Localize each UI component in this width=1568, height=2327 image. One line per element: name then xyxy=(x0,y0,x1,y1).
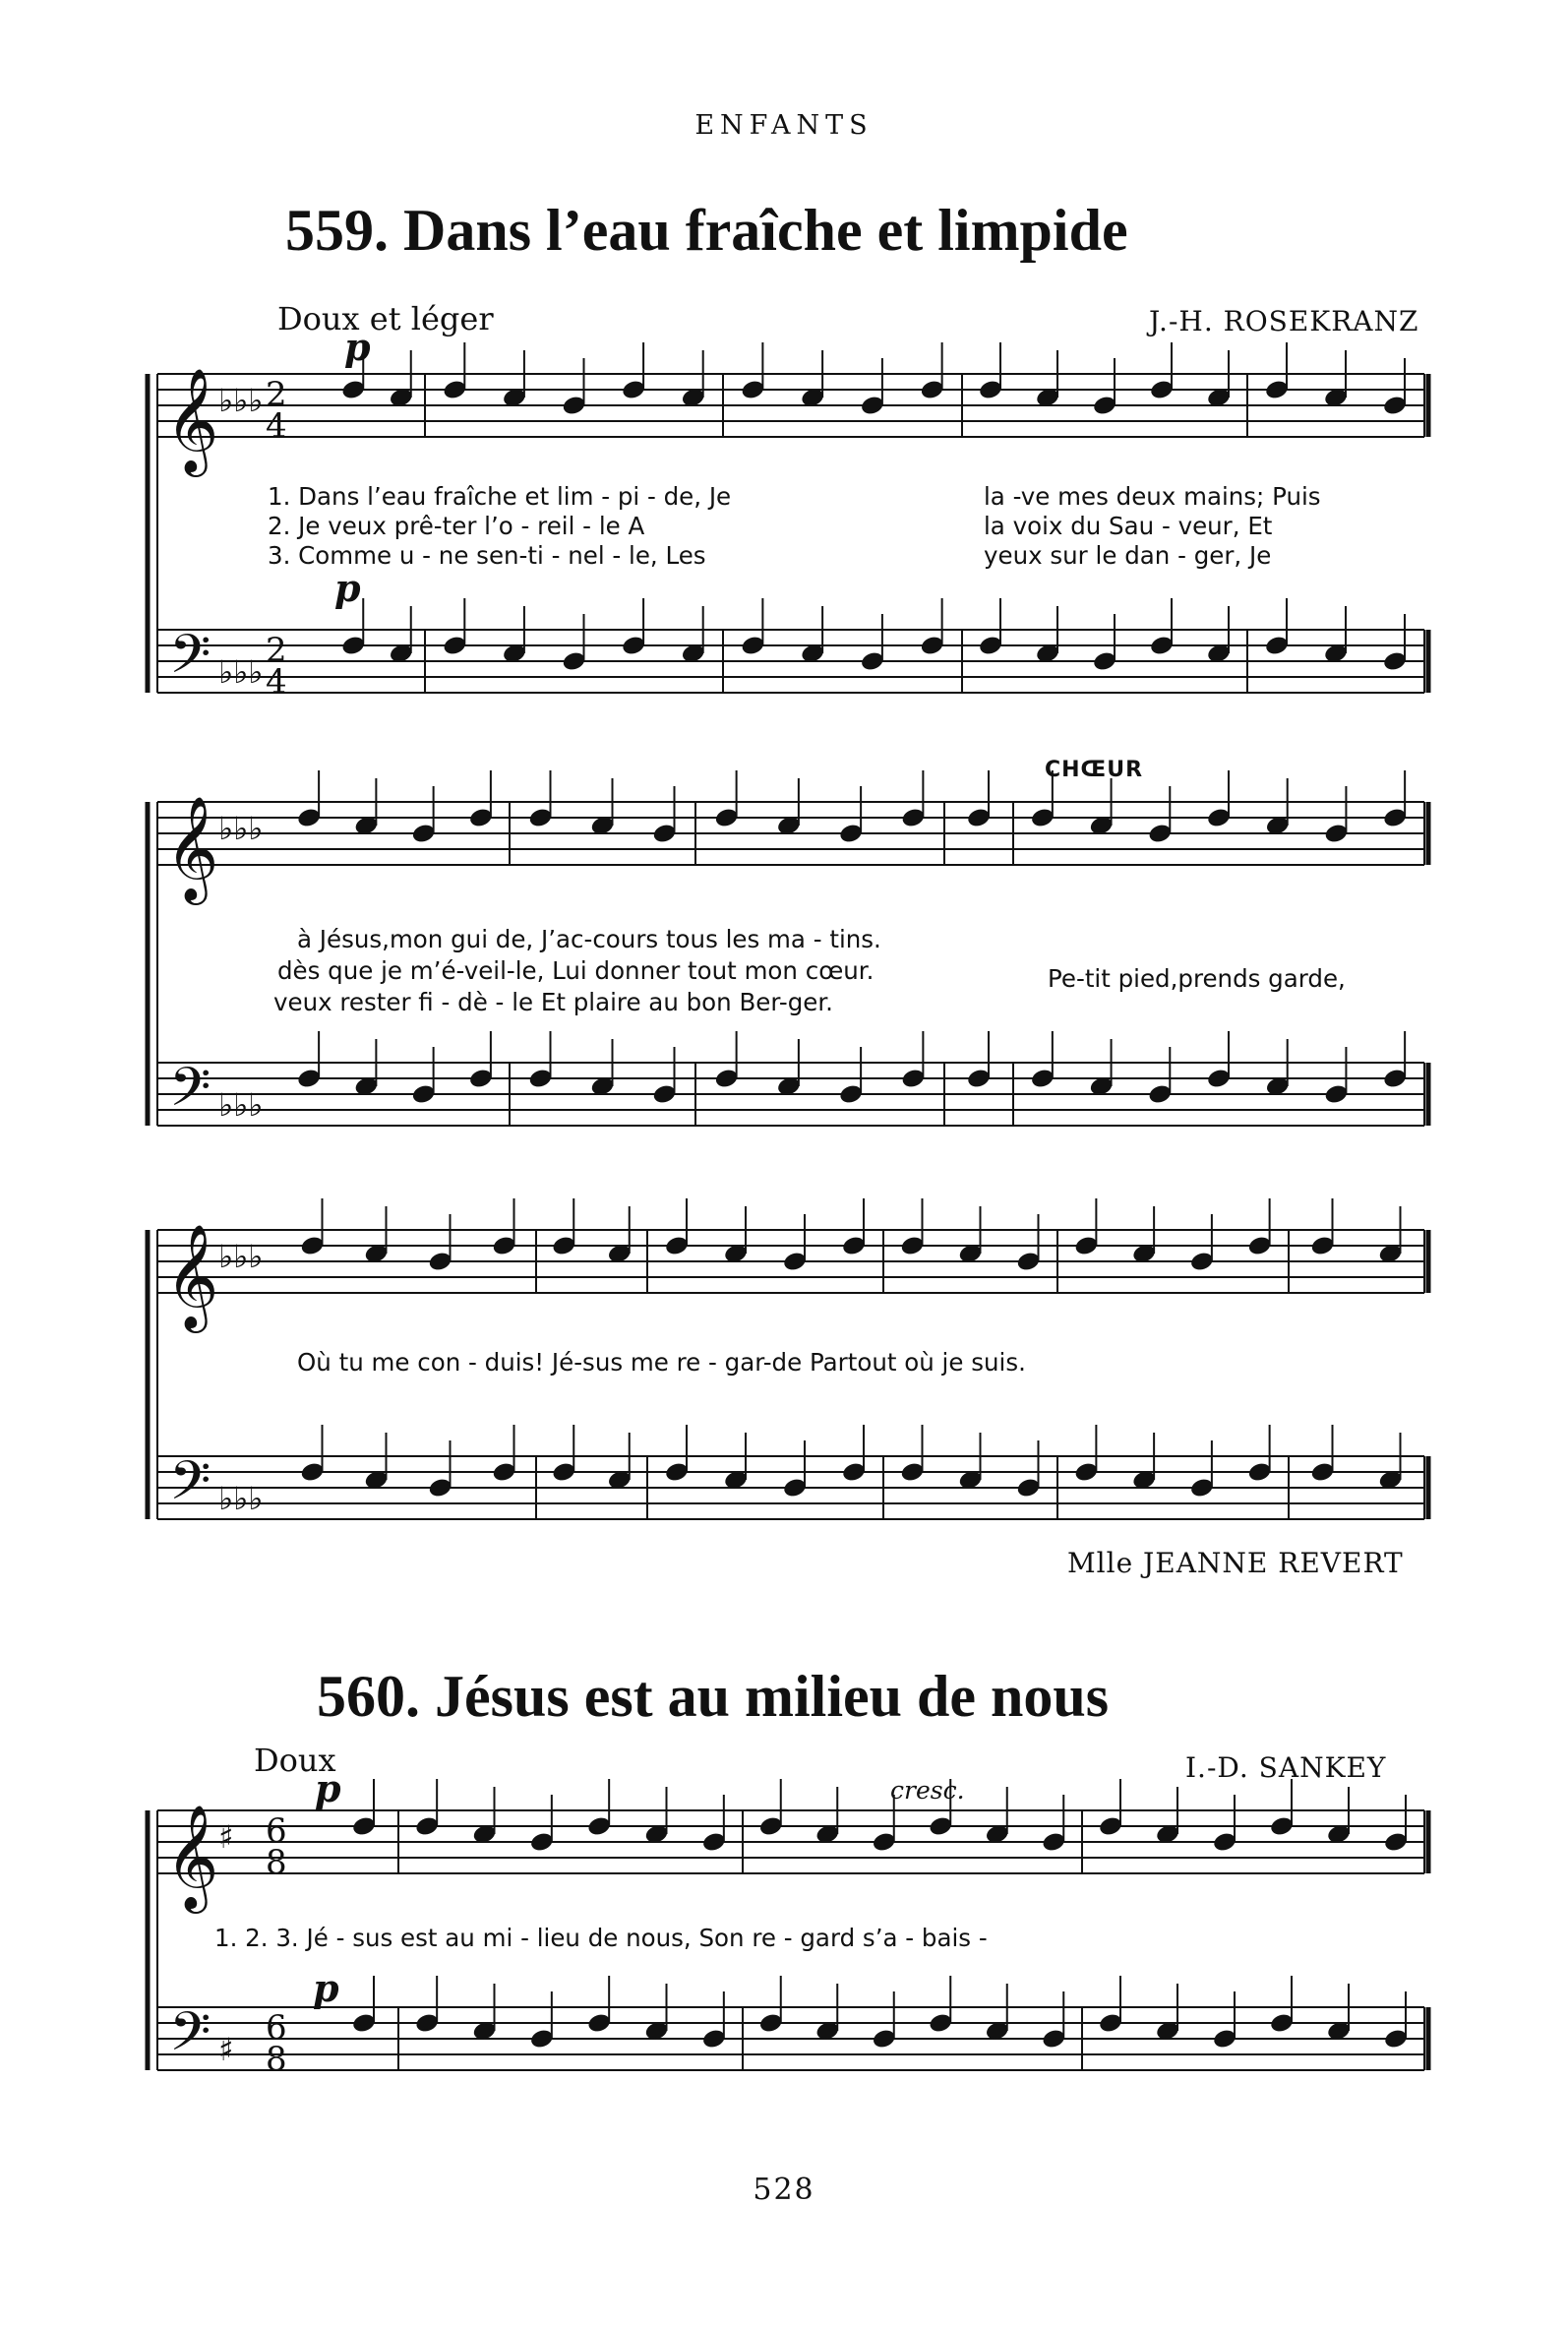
verse-2-lyric-a: 2. Je veux prê-ter l’o - reil - le A xyxy=(268,512,645,540)
dynamic-piano: p xyxy=(344,325,371,369)
time-signature-denominator: 4 xyxy=(266,406,287,446)
hymn-560-title: 560. Jésus est au milieu de nous xyxy=(317,1664,1110,1729)
key-signature-icon: ♭♭♭ xyxy=(218,810,264,847)
hymn-559-title: 559. Dans l’eau fraîche et limpide xyxy=(285,198,1128,263)
verse-3-lyric-c: veux rester fi - dè - le Et plaire au bon Ber-ger. xyxy=(273,988,833,1016)
page-number: 528 xyxy=(753,2173,815,2207)
chorus-lyric-end: Où tu me con - duis! Jé-sus me re - gar-de Partout où je suis. xyxy=(297,1348,1026,1377)
dynamic-piano-560: p xyxy=(315,1766,341,1810)
verse-1-lyric-b: la -ve mes deux mains; Puis xyxy=(984,482,1321,511)
time-signature-numerator: 2 xyxy=(266,375,287,414)
hymn-560-lyrics: 1. 2. 3. Jé - sus est au mi - lieu de nous, Son re - gard s’a - bais - xyxy=(214,1924,988,1952)
time-signature-denominator: 4 xyxy=(266,662,287,702)
key-signature-icon: ♭♭♭ xyxy=(218,653,264,691)
key-signature-icon: ♭♭♭ xyxy=(218,1480,264,1517)
verse-3-lyric-a: 3. Comme u - ne sen-ti - nel - le, Les xyxy=(268,541,706,570)
verse-2-lyric-b: la voix du Sau - veur, Et xyxy=(984,512,1273,540)
treble-clef-icon: 𝄞 xyxy=(165,367,219,472)
bass-clef-icon: 𝄢 xyxy=(169,2000,211,2076)
chorus-label: CHŒUR xyxy=(1045,758,1144,782)
time-signature-denominator: 8 xyxy=(266,2040,287,2079)
key-signature-icon: ♯ xyxy=(218,1818,234,1856)
key-signature-icon: ♯ xyxy=(218,2031,234,2068)
time-signature-numerator: 6 xyxy=(266,1811,287,1851)
treble-clef-icon: 𝄞 xyxy=(165,795,219,900)
time-signature-denominator: 8 xyxy=(266,1843,287,1882)
chorus-lyric-start: Pe-tit pied,prends garde, xyxy=(1048,964,1346,993)
hymn-560-tempo: Doux xyxy=(254,1742,336,1779)
hymn-559-composer: J.-H. ROSEKRANZ xyxy=(1149,305,1419,337)
bass-clef-icon: 𝄢 xyxy=(169,1056,211,1132)
hymn-560-composer: I.-D. SANKEY xyxy=(1185,1751,1387,1784)
dynamic-piano-bass: p xyxy=(334,566,361,610)
cresc-marking: cresc. xyxy=(890,1776,965,1805)
key-signature-icon: ♭♭♭ xyxy=(218,382,264,419)
verse-2-lyric-c: dès que je m’é-veil-le, Lui donner tout mon cœur. xyxy=(277,956,874,985)
key-signature-icon: ♭♭♭ xyxy=(218,1238,264,1275)
key-signature-icon: ♭♭♭ xyxy=(218,1086,264,1124)
time-signature-numerator: 2 xyxy=(266,631,287,670)
section-header: ENFANTS xyxy=(694,110,874,141)
time-signature-numerator: 6 xyxy=(266,2008,287,2048)
bass-clef-icon: 𝄢 xyxy=(169,1449,211,1525)
verse-1-lyric-c: à Jésus,mon gui de, J’ac-cours tous les ma - tins. xyxy=(297,925,881,953)
verse-1-lyric-a: 1. Dans l’eau fraîche et lim - pi - de, Je xyxy=(268,482,732,511)
bass-clef-icon: 𝄢 xyxy=(169,623,211,699)
hymn-559-author: Mlle JEANNE REVERT xyxy=(1067,1547,1404,1579)
treble-clef-icon: 𝄞 xyxy=(165,1804,219,1909)
verse-3-lyric-b: yeux sur le dan - ger, Je xyxy=(984,541,1272,570)
treble-clef-icon: 𝄞 xyxy=(165,1223,219,1328)
dynamic-piano-560-bass: p xyxy=(313,1966,339,2010)
hymn-559-tempo: Doux et léger xyxy=(277,300,494,337)
